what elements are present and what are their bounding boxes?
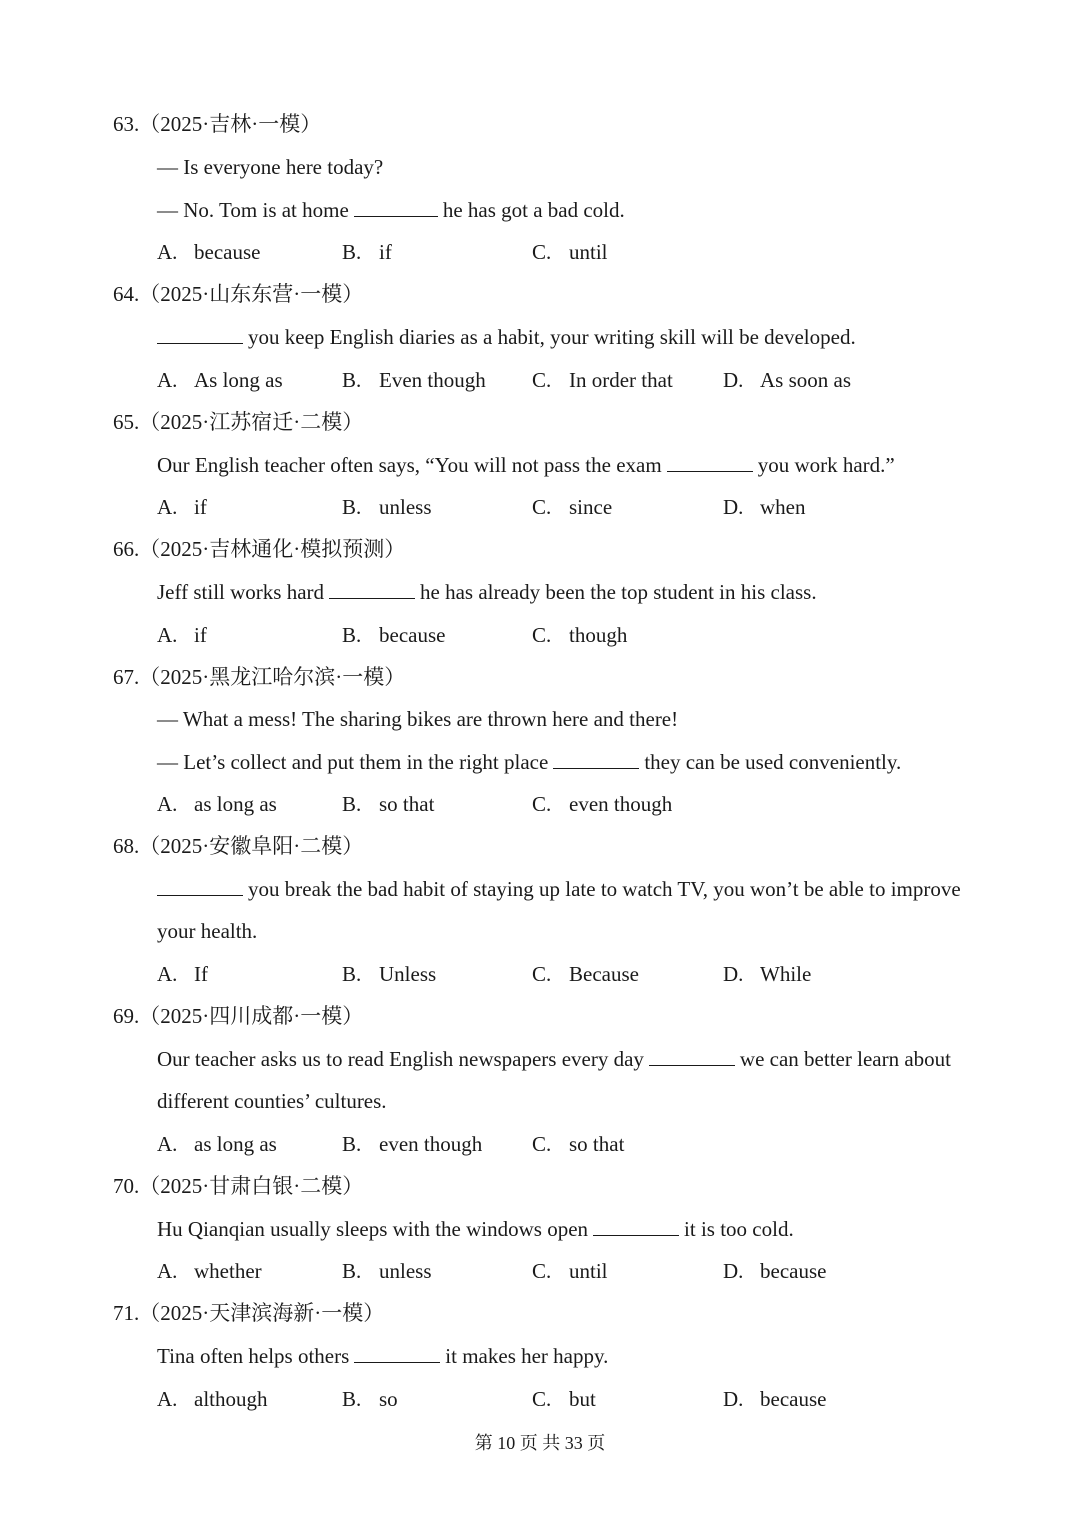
question-number: 67. <box>113 665 140 689</box>
question-number: 66. <box>113 537 140 561</box>
option-text: In order that <box>569 368 673 392</box>
page-footer: 第 10 页 共 33 页 <box>474 1433 606 1453</box>
option-letter: C. <box>532 240 552 264</box>
option-a[interactable] <box>157 960 208 988</box>
option-letter: C. <box>532 1387 552 1411</box>
option-letter: B. <box>342 495 362 519</box>
option-text: as long as <box>194 792 277 816</box>
option-letter: D. <box>723 1259 744 1283</box>
option-b[interactable] <box>342 1130 482 1158</box>
option-text: although <box>194 1387 268 1411</box>
option-d[interactable] <box>723 1257 826 1285</box>
question-line <box>157 1342 608 1370</box>
option-letter: C. <box>532 623 552 647</box>
option-d[interactable] <box>723 960 811 988</box>
option-d[interactable] <box>723 493 806 521</box>
option-c[interactable] <box>532 493 612 521</box>
option-text: because <box>194 240 261 264</box>
question-header <box>113 832 363 860</box>
question-line <box>157 196 625 224</box>
option-text: unless <box>379 1259 432 1283</box>
option-letter: C. <box>532 962 552 986</box>
option-letter: D. <box>723 962 744 986</box>
option-text: As soon as <box>760 368 852 392</box>
option-text: if <box>379 240 392 264</box>
question-header <box>113 535 405 563</box>
option-c[interactable] <box>532 1130 624 1158</box>
answer-blank[interactable] <box>157 323 243 344</box>
question-text: Our English teacher often says, “You will not pass the exam <box>157 453 662 477</box>
option-d[interactable] <box>723 1385 826 1413</box>
answer-blank[interactable] <box>157 875 243 896</box>
option-letter: D. <box>723 368 744 392</box>
question-source: （2025·安徽阜阳·二模） <box>139 834 364 858</box>
option-b[interactable] <box>342 366 486 394</box>
question-text: you keep English diaries as a habit, your writing skill will be developed. <box>248 325 856 349</box>
option-text: because <box>379 623 446 647</box>
option-letter: C. <box>532 792 552 816</box>
option-letter: C. <box>532 1132 552 1156</box>
option-b[interactable] <box>342 790 434 818</box>
question-text: — No. Tom is at home <box>157 198 349 222</box>
option-text: if <box>194 623 207 647</box>
option-letter: A. <box>157 962 178 986</box>
option-c[interactable] <box>532 238 608 266</box>
option-text: so <box>379 1387 398 1411</box>
option-d[interactable] <box>723 366 851 394</box>
option-text: Even though <box>379 368 486 392</box>
question-source: （2025·江苏宿迁·二模） <box>139 410 364 434</box>
option-text: As long as <box>194 368 283 392</box>
option-letter: A. <box>157 495 178 519</box>
question-number: 68. <box>113 834 140 858</box>
option-text: until <box>569 240 608 264</box>
option-b[interactable] <box>342 960 436 988</box>
question-line <box>157 748 901 776</box>
option-text: even though <box>569 792 673 816</box>
answer-blank[interactable] <box>593 1215 679 1236</box>
question-number: 71. <box>113 1301 140 1325</box>
question-text: Jeff still works hard <box>157 580 325 604</box>
option-text: because <box>760 1259 827 1283</box>
option-letter: B. <box>342 368 362 392</box>
option-text: until <box>569 1259 608 1283</box>
option-b[interactable] <box>342 238 392 266</box>
option-letter: A. <box>157 240 178 264</box>
option-b[interactable] <box>342 1257 432 1285</box>
option-a[interactable] <box>157 1385 268 1413</box>
option-text: as long as <box>194 1132 277 1156</box>
option-letter: B. <box>342 1259 362 1283</box>
option-text: If <box>194 962 208 986</box>
option-letter: B. <box>342 623 362 647</box>
option-text: but <box>569 1387 596 1411</box>
question-text: — What a mess! The sharing bikes are thrown here and there! <box>157 707 679 731</box>
question-text: you work hard.” <box>757 453 895 477</box>
question-number: 63. <box>113 112 140 136</box>
question-line <box>157 451 895 479</box>
question-text: Tina often helps others <box>157 1344 350 1368</box>
option-letter: B. <box>342 962 362 986</box>
question-number: 65. <box>113 410 140 434</box>
option-b[interactable] <box>342 621 445 649</box>
option-letter: A. <box>157 1387 178 1411</box>
question-number: 70. <box>113 1174 140 1198</box>
question-header <box>113 280 363 308</box>
question-header <box>113 1172 363 1200</box>
question-text: we can better learn about <box>739 1047 951 1071</box>
option-c[interactable] <box>532 790 672 818</box>
question-source: （2025·吉林·一模） <box>139 112 322 136</box>
option-text: Unless <box>379 962 437 986</box>
option-letter: B. <box>342 792 362 816</box>
option-letter: A. <box>157 792 178 816</box>
option-text: While <box>760 962 812 986</box>
option-letter: C. <box>532 1259 552 1283</box>
question-text: it makes her happy. <box>445 1344 609 1368</box>
question-line <box>157 1215 794 1243</box>
option-a[interactable] <box>157 238 260 266</box>
option-text: because <box>760 1387 827 1411</box>
question-source: （2025·四川成都·一模） <box>139 1004 364 1028</box>
question-number: 69. <box>113 1004 140 1028</box>
option-text: whether <box>194 1259 262 1283</box>
question-source: （2025·黑龙江哈尔滨·一模） <box>139 665 406 689</box>
option-c[interactable] <box>532 960 639 988</box>
option-c[interactable] <box>532 1385 596 1413</box>
option-text: so that <box>379 792 435 816</box>
option-a[interactable] <box>157 1130 277 1158</box>
option-letter: D. <box>723 495 744 519</box>
answer-blank[interactable] <box>354 196 438 217</box>
question-text: he has already been the top student in his class. <box>420 580 817 604</box>
option-text: even though <box>379 1132 483 1156</box>
question-text: you break the bad habit of staying up late to watch TV, you won’t be able to improve <box>248 877 961 901</box>
option-c[interactable] <box>532 1257 608 1285</box>
option-a[interactable] <box>157 1257 262 1285</box>
question-text: Our teacher asks us to read English newspapers every day <box>157 1047 644 1071</box>
question-source: （2025·天津滨海新·一模） <box>139 1301 385 1325</box>
question-line <box>157 917 257 945</box>
option-letter: A. <box>157 368 178 392</box>
option-text: though <box>569 623 628 647</box>
question-line <box>157 323 856 351</box>
option-text: if <box>194 495 207 519</box>
option-text: Because <box>569 962 639 986</box>
option-a[interactable] <box>157 790 277 818</box>
answer-blank[interactable] <box>354 1342 440 1363</box>
answer-blank[interactable] <box>553 748 639 769</box>
question-header <box>113 663 405 691</box>
question-line <box>157 875 961 903</box>
option-letter: A. <box>157 1132 178 1156</box>
answer-blank[interactable] <box>667 451 753 472</box>
option-c[interactable] <box>532 621 627 649</box>
answer-blank[interactable] <box>329 578 415 599</box>
question-text: different counties’ cultures. <box>157 1089 387 1113</box>
option-text: so that <box>569 1132 625 1156</box>
question-line <box>157 153 383 181</box>
answer-blank[interactable] <box>649 1045 735 1066</box>
option-text: when <box>760 495 806 519</box>
question-source: （2025·吉林通化·模拟预测） <box>139 537 406 561</box>
option-letter: B. <box>342 1387 362 1411</box>
option-a[interactable] <box>157 493 207 521</box>
option-letter: B. <box>342 1132 362 1156</box>
option-text: unless <box>379 495 432 519</box>
question-line <box>157 705 678 733</box>
question-header <box>113 1299 384 1327</box>
question-number: 64. <box>113 282 140 306</box>
question-text: Hu Qianqian usually sleeps with the windows open <box>157 1217 589 1241</box>
question-text: they can be used conveniently. <box>644 750 902 774</box>
option-letter: C. <box>532 495 552 519</box>
question-line <box>157 1045 951 1073</box>
option-text: since <box>569 495 613 519</box>
option-letter: B. <box>342 240 362 264</box>
question-header <box>113 110 321 138</box>
option-a[interactable] <box>157 366 283 394</box>
option-b[interactable] <box>342 1385 398 1413</box>
option-letter: A. <box>157 623 178 647</box>
question-header <box>113 1002 363 1030</box>
question-text: — Let’s collect and put them in the right place <box>157 750 549 774</box>
option-letter: A. <box>157 1259 178 1283</box>
option-c[interactable] <box>532 366 673 394</box>
question-header <box>113 408 363 436</box>
question-text: it is too cold. <box>684 1217 794 1241</box>
question-line <box>157 1087 387 1115</box>
question-text: — Is everyone here today? <box>157 155 384 179</box>
question-line <box>157 578 817 606</box>
option-a[interactable] <box>157 621 207 649</box>
question-source: （2025·甘肃白银·二模） <box>139 1174 364 1198</box>
option-b[interactable] <box>342 493 432 521</box>
option-letter: C. <box>532 368 552 392</box>
question-text: your health. <box>157 919 258 943</box>
question-text: he has got a bad cold. <box>442 198 625 222</box>
option-letter: D. <box>723 1387 744 1411</box>
question-source: （2025·山东东营·一模） <box>139 282 364 306</box>
